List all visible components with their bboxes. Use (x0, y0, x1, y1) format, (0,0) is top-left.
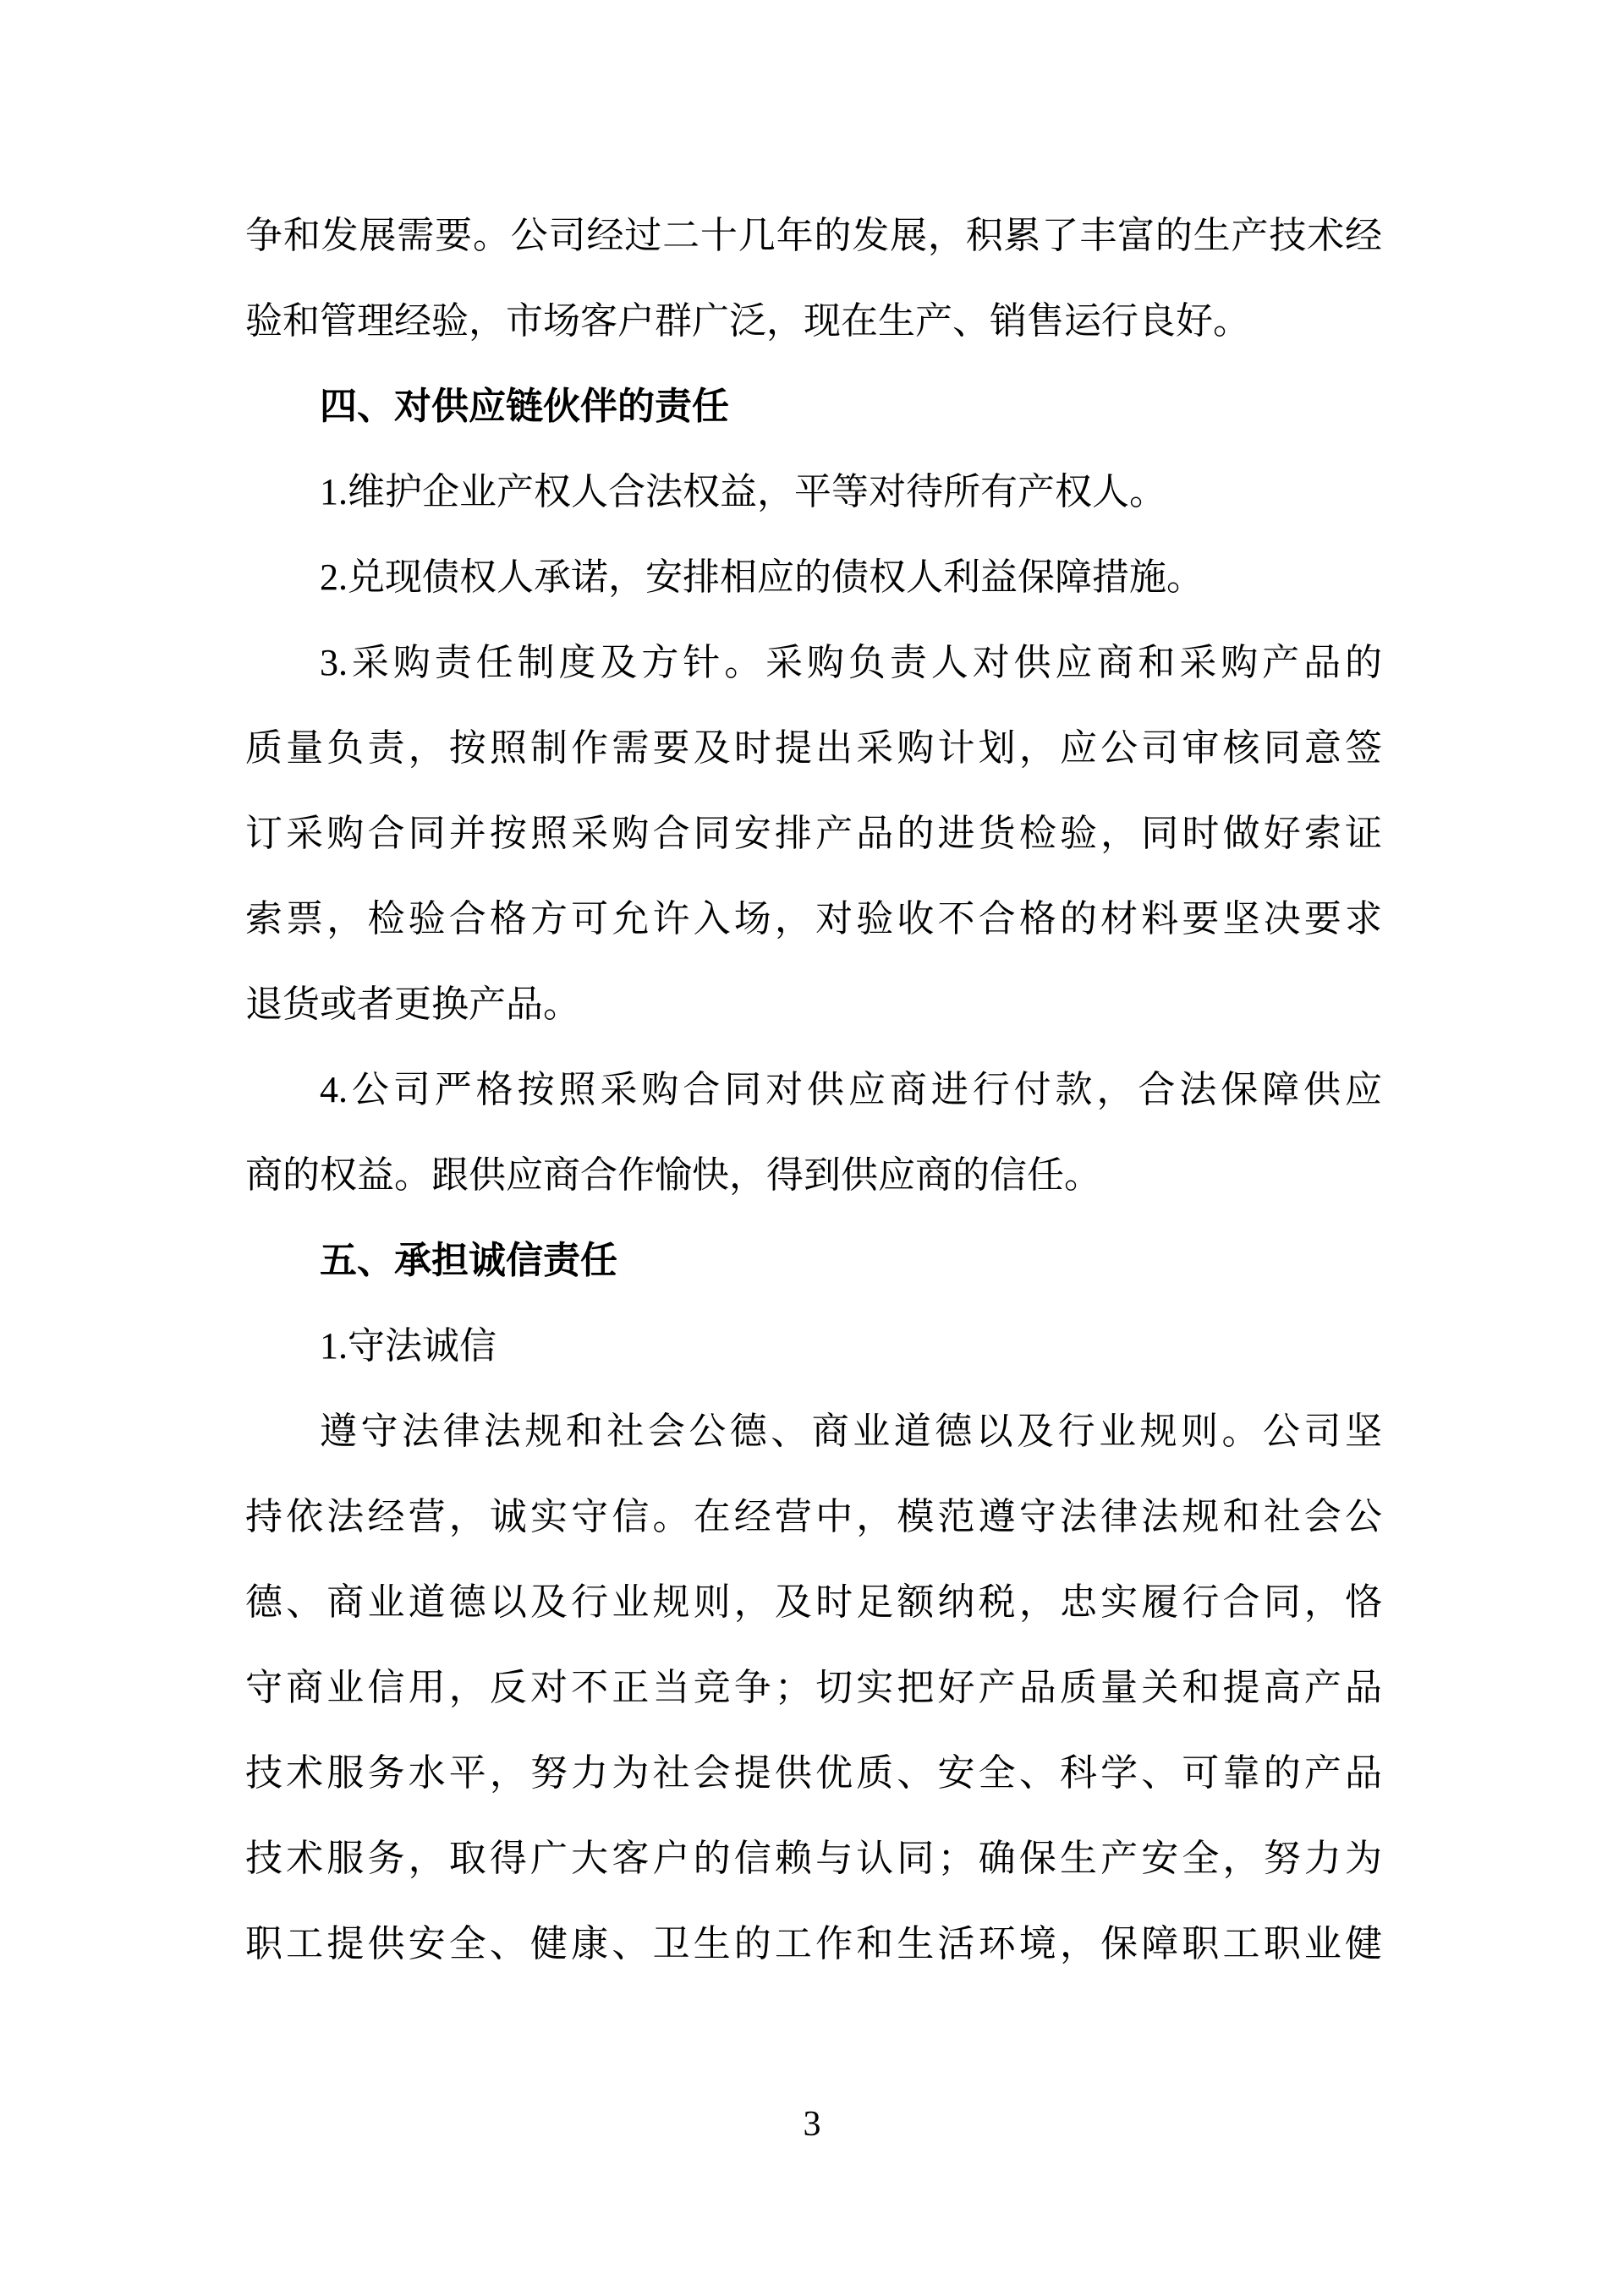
text-line: 技术服务水平，努力为社会提供优质、安全、科学、可靠的产品 (245, 1752, 1382, 1794)
text-line: 索票，检验合格方可允许入场，对验收不合格的材料要坚决要求 (245, 898, 1382, 940)
text-line: 2.兑现债权人承诺，安排相应的债权人利益保障措施。 (320, 556, 1204, 598)
document-body (245, 193, 1382, 1986)
text-line: 持依法经营，诚实守信。在经营中，模范遵守法律法规和社会公 (245, 1496, 1382, 1537)
text-line: 订采购合同并按照采购合同安排产品的进货检验，同时做好索证 (245, 813, 1382, 854)
text-line: 职工提供安全、健康、卫生的工作和生活环境，保障职工职业健 (245, 1923, 1382, 1964)
text-line: 3.采购责任制度及方针。采购负责人对供应商和采购产品的 (320, 642, 1382, 683)
section-heading: 四、对供应链伙伴的责任 (320, 386, 729, 427)
page-number: 3 (803, 2105, 821, 2144)
text-line: 技术服务，取得广大客户的信赖与认同；确保生产安全，努力为 (245, 1838, 1382, 1879)
text-line: 4.公司严格按照采购合同对供应商进行付款，合法保障供应 (320, 1069, 1382, 1110)
text-line: 1.守法诚信 (320, 1325, 497, 1367)
text-line: 1.维护企业产权人合法权益，平等对待所有产权人。 (320, 471, 1166, 512)
text-line: 退货或者更换产品。 (245, 984, 580, 1025)
text-line: 遵守法律法规和社会公德、商业道德以及行业规则。公司坚 (320, 1411, 1382, 1452)
text-line: 德、商业道德以及行业规则，及时足额纳税，忠实履行合同，恪 (245, 1581, 1382, 1623)
text-line: 守商业信用，反对不正当竞争；切实把好产品质量关和提高产品 (245, 1667, 1382, 1708)
section-heading: 五、承担诚信责任 (320, 1240, 617, 1281)
text-line: 商的权益。跟供应商合作愉快，得到供应商的信任。 (245, 1154, 1101, 1196)
text-line: 质量负责，按照制作需要及时提出采购计划，应公司审核同意签 (245, 727, 1382, 769)
text-line: 验和管理经验，市场客户群广泛，现在生产、销售运行良好。 (245, 300, 1250, 342)
text-line: 争和发展需要。公司经过二十几年的发展，积累了丰富的生产技术经 (245, 215, 1382, 256)
